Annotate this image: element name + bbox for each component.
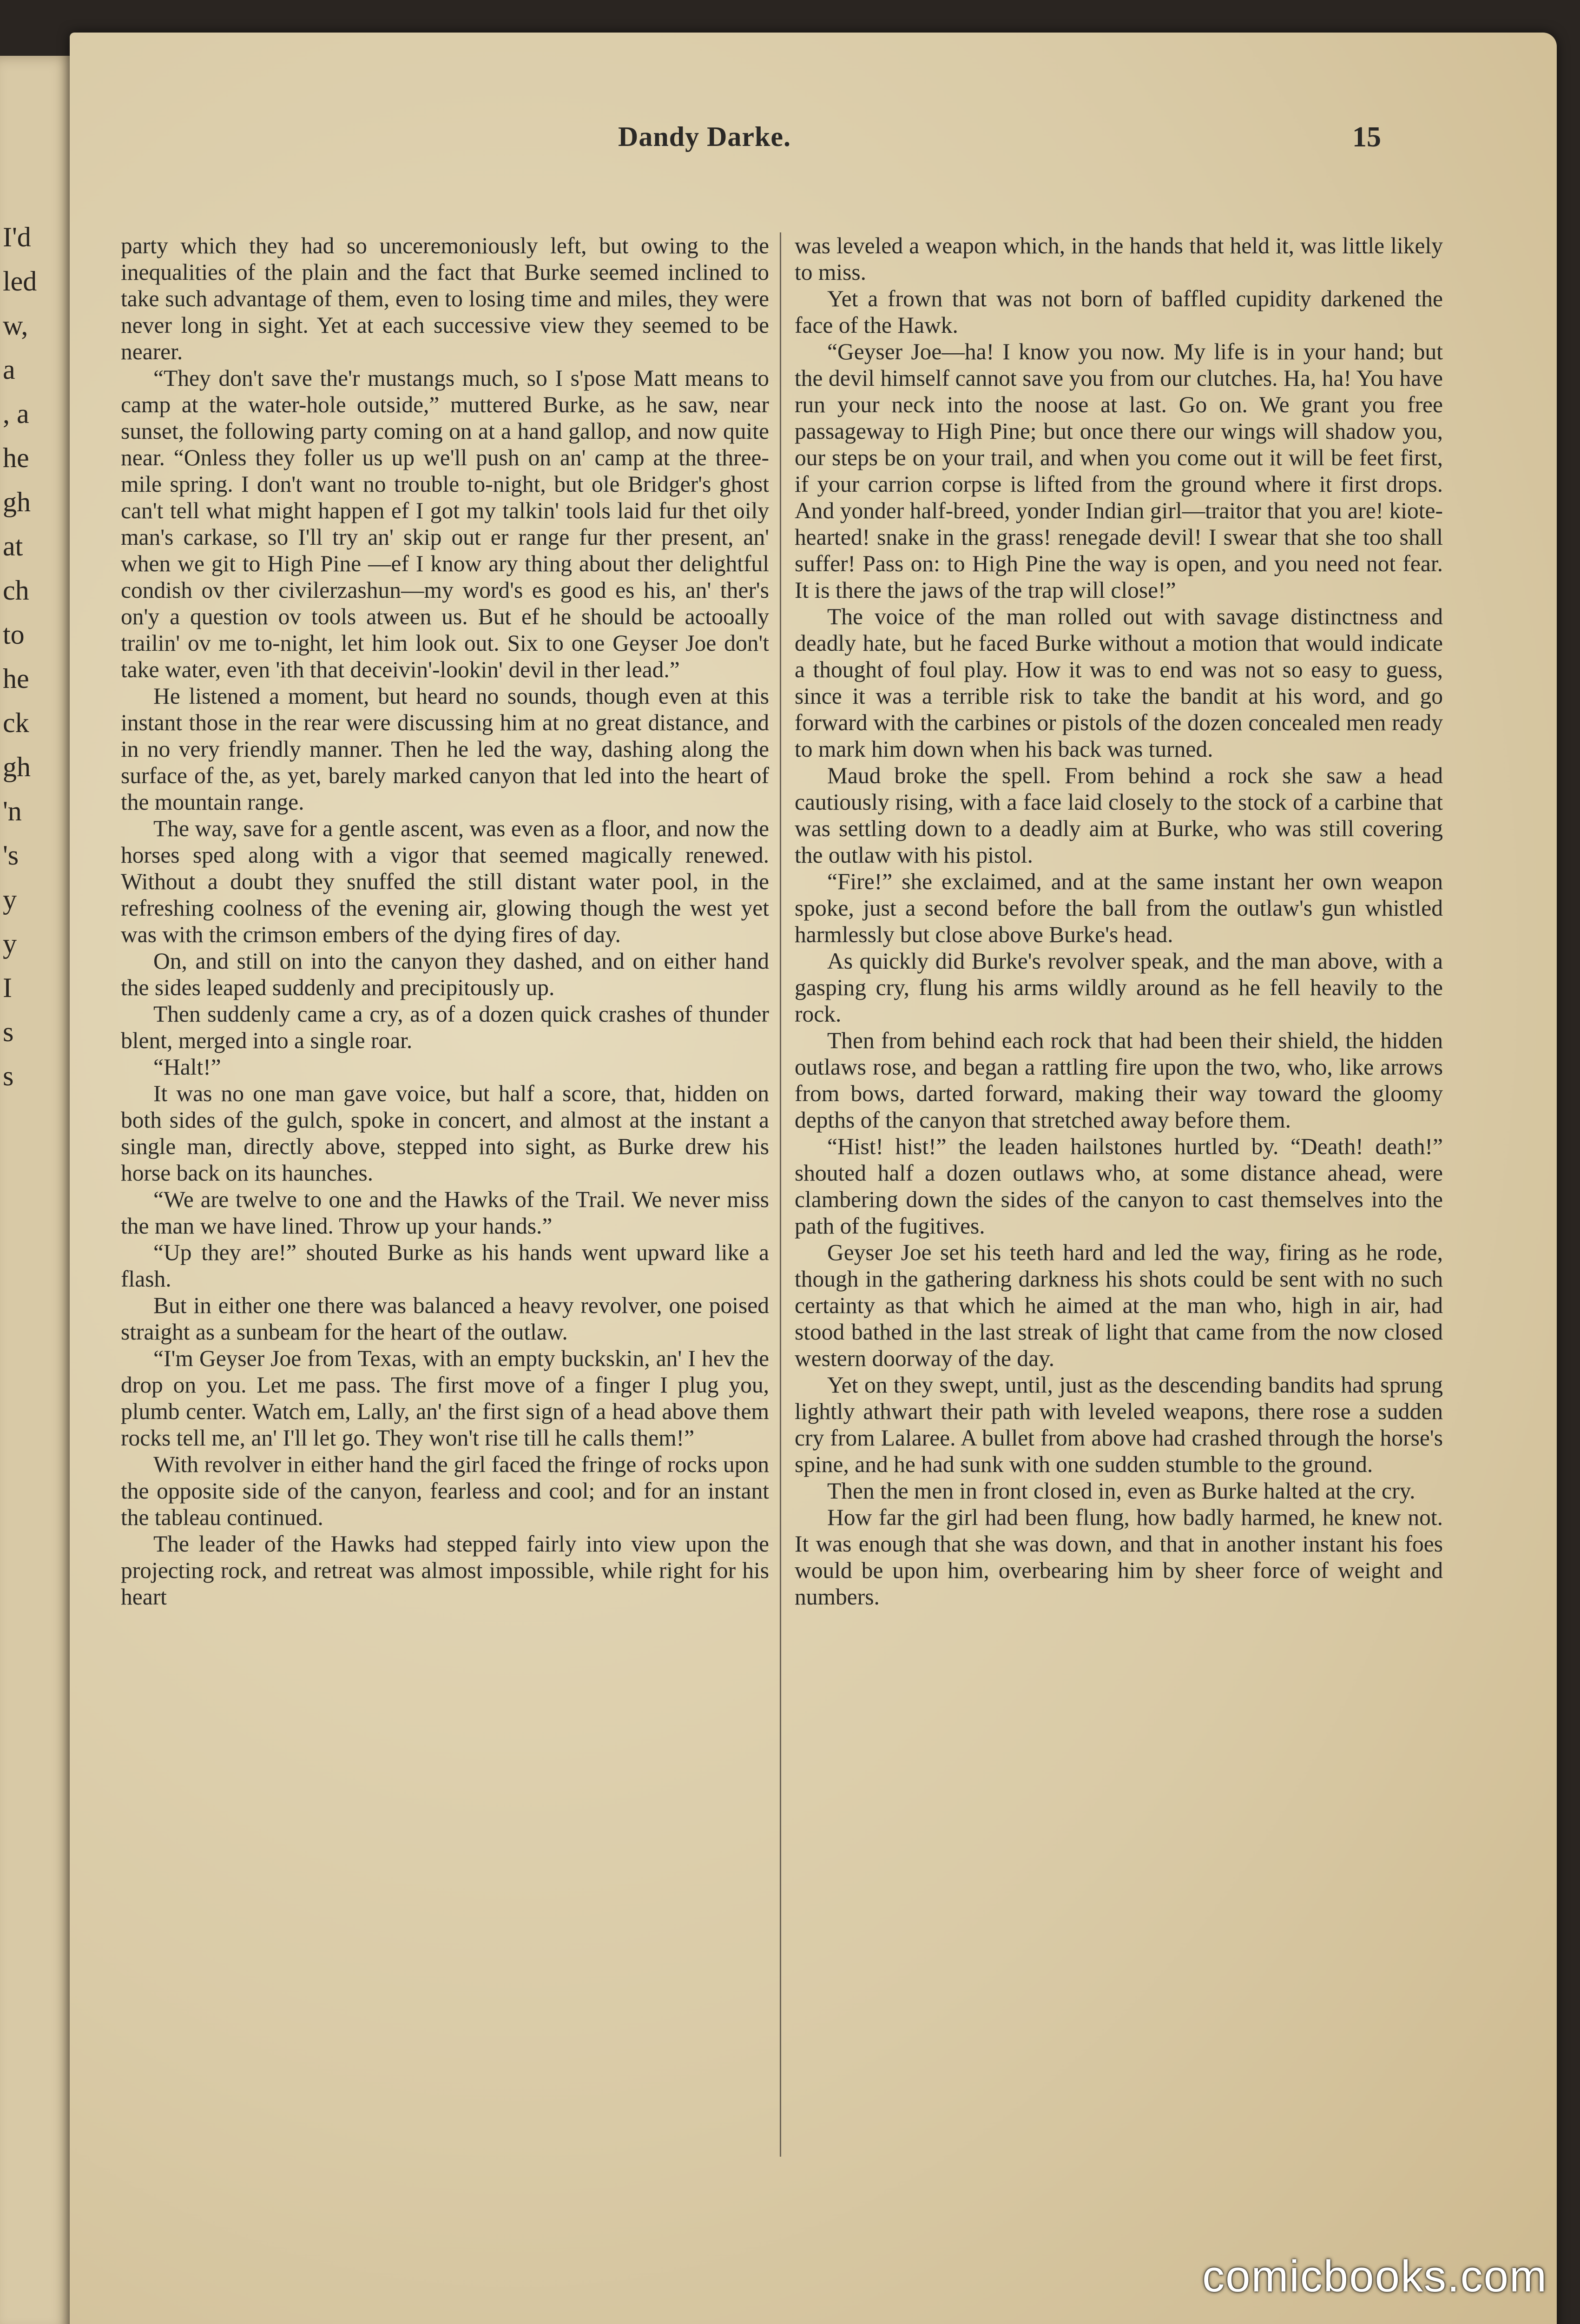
paragraph: The way, save for a gentle ascent, was even as a floor, and now the horses sped along with a vigor that seemed magically renewed. Without a doubt they snuffed the still distant water pool, in the refreshing coolness of the evening air, glowing though the west yet was with the crimson embers of the dying fires of day. (121, 816, 769, 947)
adjacent-page-fragment: , a (3, 398, 29, 429)
adjacent-page-fragment: y (3, 884, 17, 915)
adjacent-page-fragment: gh (3, 487, 31, 517)
paragraph: With revolver in either hand the girl faced the fringe of rocks upon the opposite side of the canyon, fearless and cool; and for an instant the tableau continued. (121, 1452, 769, 1530)
adjacent-page-fragment: at (3, 531, 23, 561)
paragraph: But in either one there was balanced a heavy revolver, one poised straight as a sunbeam for the heart of the outlaw. (121, 1293, 769, 1345)
adjacent-page-fragment: I'd (3, 222, 31, 252)
paragraph: As quickly did Burke's revolver speak, and the man above, with a gasping cry, flung his arms wildly around as he fell heavily to the rock. (795, 948, 1443, 1027)
paragraph: He listened a moment, but heard no sounds, though even at this instant those in the rear were discussing him at no great distance, and in no very friendly manner. Then he led the way, dashing along the surface of the, as yet, barely marked canyon that led into the heart of the mountain range. (121, 683, 769, 815)
paragraph: “We are twelve to one and the Hawks of the Trail. We never miss the man we have lined. Throw up your hands.” (121, 1187, 769, 1239)
paragraph: party which they had so unceremoniously left, but owing to the inequalities of the plain and the fact that Burke seemed inclined to take such advantage of them, even to losing time and miles, they were never long in sight. Yet at each successive view they seemed to be nearer. (121, 233, 769, 364)
paragraph: was leveled a weapon which, in the hands that held it, was little likely to miss. (795, 233, 1443, 285)
paragraph: On, and still on into the canyon they dashed, and on either hand the sides leaped suddenly and precipitously up. (121, 948, 769, 1000)
site-watermark: comicbooks.com (1202, 2251, 1547, 2301)
book-page (70, 33, 1557, 2324)
column-divider (780, 232, 781, 2157)
adjacent-page-fragment: 'n (3, 796, 22, 826)
left-column (121, 232, 769, 2157)
paragraph: “Halt!” (153, 1054, 221, 1080)
running-title: Dandy Darke. (618, 121, 791, 152)
paragraph: Then suddenly came a cry, as of a dozen quick crashes of thunder blent, merged into a single roar. (121, 1001, 769, 1053)
adjacent-page-fragment: s (3, 1017, 14, 1047)
paragraph: “Geyser Joe—ha! I know you now. My life is in your hand; but the devil himself cannot save you from our clutches. Ha, ha! You have run your neck into the noose at last. Go on. We grant you free passageway to High Pine; but once there our wings will shadow you, our steps be on your trail, and when you come out it will be feet first, if your carrion corpse is lifted from the ground where it first drops. And yonder half-breed, yonder Indian girl—traitor that you are! kiote-hearted! snake in the grass! renegade devil! I swear that she too shall suffer! Pass on: to High Pine the way is open, and you need not fear. It is there the jaws of the trap will close!” (795, 339, 1443, 603)
paragraph: Maud broke the spell. From behind a rock she saw a head cautiously rising, with a face laid closely to the stock of a carbine that was settling down to a deadly aim at Burke, who was still covering the outlaw with his pistol. (795, 763, 1443, 868)
adjacent-page-fragment: gh (3, 752, 31, 782)
adjacent-page-fragment: s (3, 1061, 14, 1091)
text-columns (93, 232, 1441, 2157)
page-header (70, 121, 1557, 172)
adjacent-page-fragment: 's (3, 840, 19, 871)
paragraph: “Up they are!” shouted Burke as his hands went upward like a flash. (121, 1240, 769, 1292)
adjacent-page-fragment: he (3, 442, 29, 473)
adjacent-page-fragment: to (3, 619, 25, 650)
paragraph: “Hist! hist!” the leaden hailstones hurtled by. “Death! death!” shouted half a dozen outlaws who, at some distance ahead, were clambering down the sides of the canyon to cast themselves into the path of the fugitives. (795, 1134, 1443, 1239)
paragraph: “Fire!” she exclaimed, and at the same instant her own weapon spoke, just a second before the ball from the outlaw's gun whistled harmlessly but close above Burke's head. (795, 869, 1443, 947)
adjacent-page-fragment: y (3, 928, 17, 959)
paragraph: Yet on they swept, until, just as the descending bandits had sprung lightly athwart their path with leveled weapons, there rose a sudden cry from Lalaree. A bullet from above had crashed through the horse's spine, and he had sunk with one sudden stumble to the ground. (795, 1372, 1443, 1477)
adjacent-page-fragment: ch (3, 575, 29, 606)
paragraph: It was no one man gave voice, but half a score, that, hidden on both sides of the gulch, spoke in concert, and almost at the instant a single man, directly above, stepped into sight, as Burke drew his horse back on its haunches. (121, 1081, 769, 1186)
paragraph: The voice of the man rolled out with savage distinctness and deadly hate, but he faced Burke without a motion that would indicate a thought of foul play. How it was to end was not so easy to guess, since it was a terrible risk to take the bandit at his word, and go forward with the carbines or pistols of the dozen concealed men ready to mark him down when his back was turned. (795, 604, 1443, 762)
right-column (795, 232, 1443, 2157)
paragraph: Then from behind each rock that had been their shield, the hidden outlaws rose, and began a rattling fire upon the two, who, like arrows from bows, darted forward, making their way toward the gloomy depths of the canyon that stretched away before them. (795, 1028, 1443, 1133)
adjacent-page-fragment: ck (3, 707, 29, 738)
adjacent-page-fragment: led (3, 266, 37, 297)
adjacent-page-fragment: I (3, 972, 12, 1003)
paragraph: “I'm Geyser Joe from Texas, with an empty buckskin, an' I hev the drop on you. Let me pass. The first move of a finger I plug you, plumb center. Watch em, Lally, an' the first sign of a head above them rocks tell me, an' I'll let go. They won't rise till he calls them!” (121, 1346, 769, 1451)
paragraph: “They don't save the'r mustangs much, so I s'pose Matt means to camp at the water-hole outside,” muttered Burke, as he saw, near sunset, the following party coming on at a hand gallop, and now quite near. “Onless they foller us up we'll push on an' camp at the three-mile spring. I don't want no trouble to-night, but ole Bridger's ghost can't tell what might happen ef I got my talkin' tools laid fur thet oily man's carkase, so I'll try an' skip out er range fur ther present, an' when we git to High Pine —ef I know ary thing about ther delightful condish ov ther civilerzashun—my word's es good es his, an' ther's on'y a question ov tools atween us. But ef he should be actooally trailin' ov me to-night, let him look out. Six to one Geyser Joe don't take water, even 'ith that deceivin'-lookin' devil in ther lead.” (121, 365, 769, 682)
paragraph: Then the men in front closed in, even as Burke halted at the cry. (827, 1478, 1415, 1504)
paragraph: Yet a frown that was not born of baffled cupidity darkened the face of the Hawk. (795, 286, 1443, 338)
adjacent-page-edge (0, 56, 74, 2324)
adjacent-page-fragment: he (3, 663, 29, 694)
paragraph: Geyser Joe set his teeth hard and led the way, firing as he rode, though in the gathering darkness his shots could be sent with no such certainty as that which he aimed at the man who, high in air, had stood bathed in the last streak of light that came from the now closed western doorway of the day. (795, 1240, 1443, 1371)
paragraph: How far the girl had been flung, how badly harmed, he knew not. It was enough that she was down, and that in another instant his foes would be upon him, overbearing him by sheer force of weight and numbers. (795, 1505, 1443, 1610)
paragraph: The leader of the Hawks had stepped fairly into view upon the projecting rock, and retreat was almost impossible, while right for his heart (121, 1531, 769, 1610)
adjacent-page-fragment: a (3, 354, 15, 385)
adjacent-page-fragment: w, (3, 310, 28, 341)
page-number: 15 (1352, 121, 1381, 153)
